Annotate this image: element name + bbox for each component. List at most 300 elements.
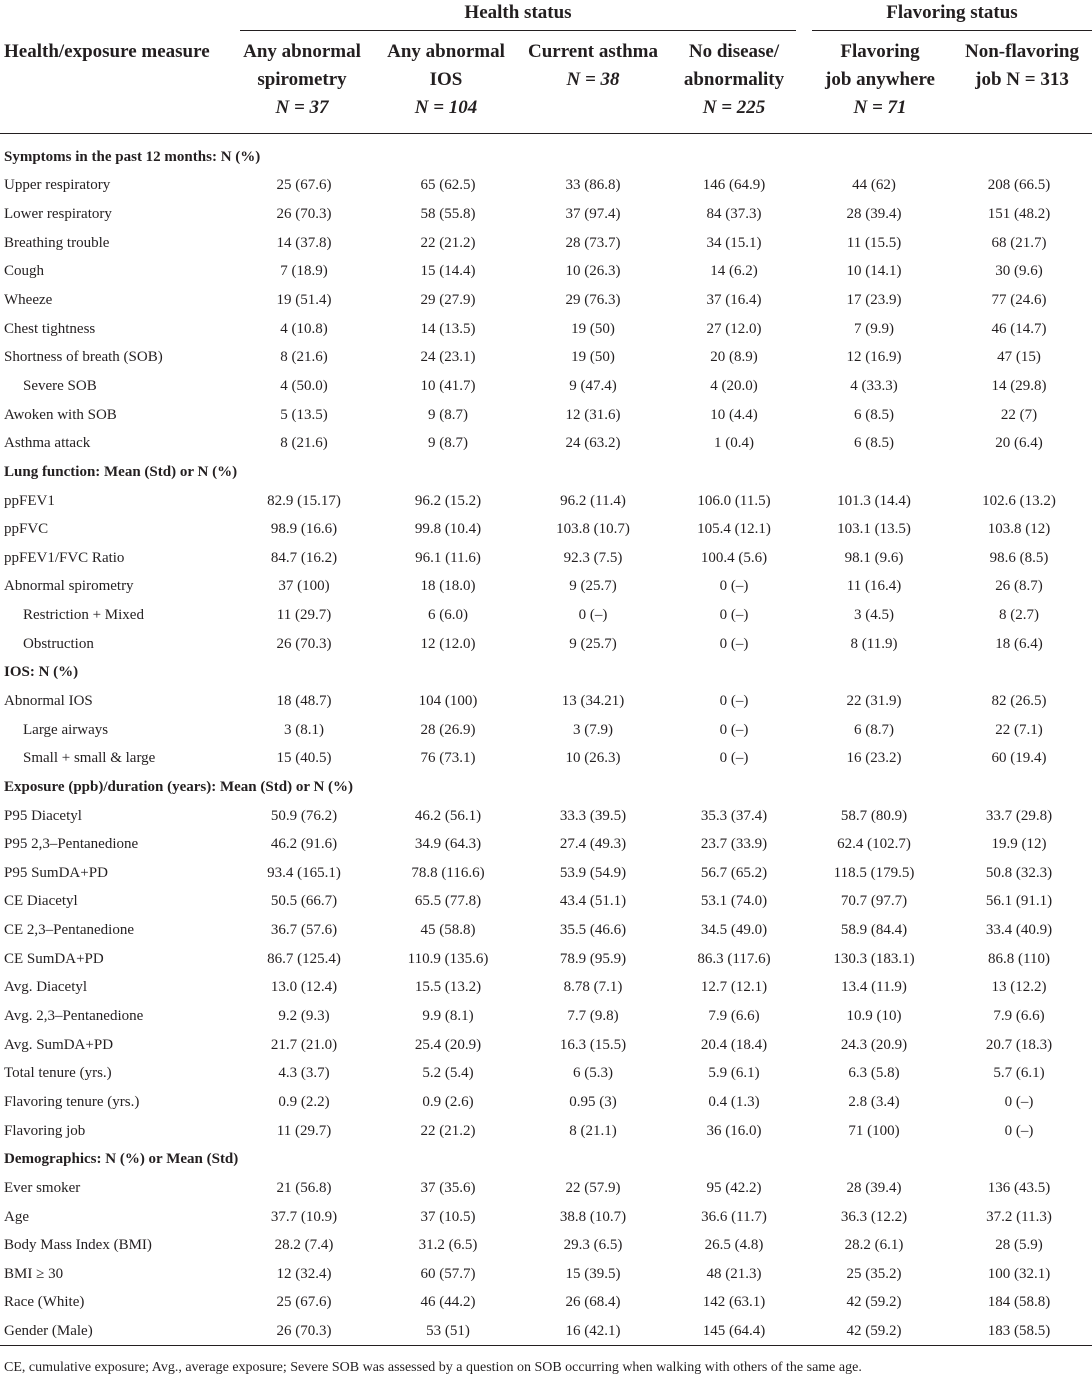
table-cell: 23.7 (33.9) [700,836,768,853]
table-row [0,1174,1092,1203]
table-cell: 77 (24.6) [991,292,1047,309]
table-cell: 7 (18.9) [280,263,328,280]
table-cell: 42 (59.2) [846,1294,902,1311]
table-cell: 86.7 (125.4) [267,950,341,967]
table-cell: 45 (58.8) [420,922,476,939]
table-cell: 25 (67.6) [276,177,332,194]
table-cell: 184 (58.8) [987,1294,1051,1311]
table-cell: 84 (37.3) [706,206,762,223]
table-cell: 42 (59.2) [846,1323,902,1340]
table-cell: 35.3 (37.4) [700,807,768,824]
table-cell: 6 (8.5) [854,435,894,452]
table-cell: 31.2 (6.5) [418,1237,478,1254]
row-label: Upper respiratory [4,177,111,194]
table-row [0,315,1092,344]
table-cell: 19 (51.4) [276,292,332,309]
table-row [0,200,1092,229]
table-cell: 3 (4.5) [854,607,894,624]
table-cell: 37.7 (10.9) [270,1208,338,1225]
row-label: Restriction + Mixed [23,607,144,624]
column-header-line: Current asthma [527,41,658,62]
table-row [0,286,1092,315]
table-cell: 103.8 (10.7) [556,521,630,538]
table-row [0,916,1092,945]
row-label: ppFEV1/FVC Ratio [4,549,125,566]
table-row [0,1060,1092,1089]
table-cell: 76 (73.1) [420,750,476,767]
table-cell: 12 (32.4) [276,1265,332,1282]
table-cell: 65.5 (77.8) [414,893,482,910]
table-cell: 0 (–) [719,607,749,624]
table-cell: 0 (–) [719,721,749,738]
column-header-line: N = 104 [414,97,478,118]
table-row [0,429,1092,458]
table-cell: 0 (–) [719,635,749,652]
table-cell: 4.3 (3.7) [278,1065,330,1082]
table-cell: 12 (12.0) [420,635,476,652]
row-label: P95 Diacetyl [4,807,82,824]
table-cell: 100.4 (5.6) [700,549,768,566]
table-cell: 8.78 (7.1) [563,979,623,996]
footer-rule [0,1345,1092,1346]
table-cell: 183 (58.5) [987,1323,1051,1340]
table-cell: 13.4 (11.9) [841,979,907,996]
section-label: IOS: N (%) [4,664,79,681]
table-cell: 10 (14.1) [846,263,902,280]
table-cell: 29.3 (6.5) [563,1237,623,1254]
table-cell: 0.4 (1.3) [708,1093,760,1110]
table-cell: 20.4 (18.4) [700,1036,768,1053]
row-label: P95 2,3–Pentanedione [4,836,139,853]
column-header-line: N = 71 [853,97,907,118]
table-cell: 14 (37.8) [276,234,332,251]
table-cell: 25 (35.2) [846,1265,902,1282]
group-header-flavoring: Flavoring status [886,2,1018,23]
table-cell: 37 (97.4) [565,206,621,223]
table-cell: 34.9 (64.3) [414,836,482,853]
table-cell: 99.8 (10.4) [414,521,482,538]
table-cell: 6 (8.7) [854,721,894,738]
table-cell: 84.7 (16.2) [270,549,338,566]
table-cell: 26 (70.3) [276,206,332,223]
table-cell: 9 (8.7) [428,406,468,423]
column-header-line: No disease/ [688,41,780,62]
table-cell: 15 (14.4) [420,263,476,280]
table-cell: 18 (48.7) [276,692,332,709]
table-cell: 0 (–) [1004,1093,1034,1110]
table-row [0,401,1092,430]
table-cell: 4 (10.8) [280,320,328,337]
row-label: Flavoring job [4,1122,86,1139]
table-cell: 9 (47.4) [569,377,617,394]
table-row [0,372,1092,401]
table-cell: 24 (63.2) [565,435,621,452]
table-cell: 25 (67.6) [276,1294,332,1311]
table-cell: 7.9 (6.6) [993,1008,1045,1025]
table-cell: 13.0 (12.4) [270,979,338,996]
section-header-row [0,458,1092,487]
table-row [0,1317,1092,1346]
table-cell: 53.9 (54.9) [559,864,627,881]
table-cell: 103.8 (12) [987,521,1051,538]
table-cell: 22 (7) [1000,406,1038,423]
row-label: Total tenure (yrs.) [4,1065,112,1082]
table-cell: 4 (33.3) [850,377,898,394]
table-cell: 26 (68.4) [565,1294,621,1311]
table-cell: 19.9 (12) [991,836,1047,853]
data-table [0,143,1092,1346]
table-cell: 11 (15.5) [846,234,902,251]
table-cell: 15.5 (13.2) [414,979,482,996]
table-cell: 98.1 (9.6) [844,549,904,566]
table-cell: 6 (6.0) [428,607,468,624]
row-label: Large airways [23,721,109,738]
table-row [0,687,1092,716]
table-cell: 46 (14.7) [991,320,1047,337]
table-cell: 6 (5.3) [573,1065,613,1082]
table-cell: 86.8 (110) [988,950,1050,967]
table-cell: 28.2 (6.1) [844,1237,904,1254]
table-cell: 18 (6.4) [995,635,1043,652]
row-label: CE 2,3–Pentanedione [4,922,134,939]
column-header-non-flavoring-job [952,38,1092,94]
table-cell: 102.6 (13.2) [982,492,1056,509]
table-cell: 101.3 (14.4) [837,492,911,509]
table-row [0,1231,1092,1260]
table-cell: 58 (55.8) [420,206,476,223]
table-cell: 0 (–) [719,692,749,709]
table-row [0,1002,1092,1031]
table-cell: 7 (9.9) [854,320,894,337]
table-row [0,487,1092,516]
table-cell: 71 (100) [848,1122,900,1139]
column-header-abnormal-spirometry [232,38,372,122]
table-cell: 18 (18.0) [420,578,476,595]
table-cell: 100 (32.1) [987,1265,1051,1282]
table-cell: 10 (41.7) [420,377,476,394]
table-row [0,544,1092,573]
table-cell: 27.4 (49.3) [559,836,627,853]
row-label: ppFEV1 [4,492,55,509]
table-cell: 14 (29.8) [991,377,1047,394]
table-cell: 33.7 (29.8) [985,807,1053,824]
table-cell: 29 (27.9) [420,292,476,309]
table-cell: 95 (42.2) [706,1179,762,1196]
table-cell: 37 (100) [278,578,330,595]
table-cell: 103.1 (13.5) [837,521,911,538]
column-header-line: N = 37 [275,97,329,118]
table-row [0,1260,1092,1289]
row-label: P95 SumDA+PD [4,864,108,881]
row-label: Awoken with SOB [4,406,117,423]
table-cell: 8 (11.9) [850,635,898,652]
table-row [0,830,1092,859]
table-row [0,945,1092,974]
table-cell: 13 (12.2) [991,979,1047,996]
table-cell: 96.2 (11.4) [560,492,626,509]
row-label: Asthma attack [4,435,91,452]
table-cell: 12 (31.6) [565,406,621,423]
row-label: Abnormal IOS [4,692,93,709]
row-label: Breathing trouble [4,234,110,251]
table-cell: 33 (86.8) [565,177,621,194]
table-row [0,802,1092,831]
table-cell: 70.7 (97.7) [840,893,908,910]
table-cell: 10 (26.3) [565,263,621,280]
table-cell: 58.9 (84.4) [840,922,908,939]
table-cell: 43.4 (51.1) [559,893,627,910]
table-cell: 146 (64.9) [702,177,766,194]
table-cell: 27 (12.0) [706,320,762,337]
column-header-line: Flavoring [840,41,920,62]
table-cell: 28 (39.4) [846,1179,902,1196]
table-cell: 33.3 (39.5) [559,807,627,824]
table-cell: 22 (7.1) [995,721,1043,738]
table-cell: 78.9 (95.9) [559,950,627,967]
table-row [0,974,1092,1003]
table-cell: 104 (100) [418,692,478,709]
table-row [0,888,1092,917]
table-cell: 0 (–) [578,607,608,624]
table-cell: 62.4 (102.7) [837,836,911,853]
row-label: Flavoring tenure (yrs.) [4,1093,140,1110]
table-cell: 10.9 (10) [846,1008,902,1025]
table-cell: 58.7 (80.9) [840,807,908,824]
table-cell: 50.9 (76.2) [270,807,338,824]
table-cell: 16.3 (15.5) [559,1036,627,1053]
row-label: Avg. 2,3–Pentanedione [4,1008,144,1025]
table-cell: 15 (40.5) [276,750,332,767]
table-cell: 9 (8.7) [428,435,468,452]
row-label: CE Diacetyl [4,893,78,910]
table-cell: 28 (73.7) [565,234,621,251]
section-label: Demographics: N (%) or Mean (Std) [4,1151,239,1168]
section-header-row [0,1145,1092,1174]
row-label: Ever smoker [4,1179,81,1196]
table-row [0,229,1092,258]
table-cell: 50.5 (66.7) [270,893,338,910]
column-header-line: job anywhere [825,69,935,90]
row-label: Obstruction [23,635,94,652]
table-cell: 65 (62.5) [420,177,476,194]
row-label: BMI ≥ 30 [4,1265,64,1282]
table-cell: 46.2 (56.1) [414,807,482,824]
row-label: Cough [4,263,45,280]
table-row [0,1203,1092,1232]
row-label: Race (White) [4,1294,85,1311]
table-cell: 11 (29.7) [276,607,332,624]
table-cell: 9 (25.7) [569,635,617,652]
section-label: Symptoms in the past 12 months: N (%) [4,148,261,165]
table-cell: 11 (16.4) [846,578,902,595]
table-cell: 26 (70.3) [276,1323,332,1340]
column-header-abnormal-ios [376,38,516,122]
table-cell: 9.2 (9.3) [278,1008,330,1025]
row-label: Avg. Diacetyl [4,979,88,996]
table-cell: 106.0 (11.5) [697,492,771,509]
table-cell: 68 (21.7) [991,234,1047,251]
table-footnote: CE, cumulative exposure; Avg., average exposure; Severe SOB was assessed by a question on SOB occurring when walking with others of the same age. [4,1360,862,1375]
table-cell: 118.5 (179.5) [833,864,915,881]
row-label: Body Mass Index (BMI) [4,1237,152,1254]
table-cell: 21.7 (21.0) [270,1036,338,1053]
table-cell: 10 (26.3) [565,750,621,767]
table-cell: 60 (57.7) [420,1265,476,1282]
table-cell: 8 (21.1) [569,1122,617,1139]
column-header-line: spirometry [257,69,347,90]
table-row [0,1117,1092,1146]
table-row [0,859,1092,888]
row-label: Severe SOB [23,377,97,394]
table-cell: 20 (6.4) [995,435,1043,452]
table-cell: 142 (63.1) [702,1294,766,1311]
table-cell: 12 (16.9) [846,349,902,366]
table-cell: 29 (76.3) [565,292,621,309]
table-cell: 20.7 (18.3) [985,1036,1053,1053]
table-cell: 151 (48.2) [987,206,1051,223]
table-cell: 16 (23.2) [846,750,902,767]
column-header-line: abnormality [683,69,785,90]
table-cell: 130.3 (183.1) [833,950,915,967]
table-cell: 105.4 (12.1) [697,521,771,538]
table-cell: 15 (39.5) [565,1265,621,1282]
table-cell: 8 (21.6) [280,349,328,366]
table-cell: 93.4 (165.1) [267,864,341,881]
column-header-line: Any abnormal [387,41,505,62]
table-cell: 4 (50.0) [280,377,328,394]
table-cell: 36.6 (11.7) [701,1208,767,1225]
table-cell: 78.8 (116.6) [411,864,485,881]
section-label: Exposure (ppb)/duration (years): Mean (Std) or N (%) [4,778,354,795]
table-cell: 22 (31.9) [846,692,902,709]
table-cell: 16 (42.1) [565,1323,621,1340]
column-header-no-disease [666,38,802,122]
column-header-line: Non-flavoring [965,41,1079,62]
table-row [0,744,1092,773]
header-rule [0,133,1092,134]
column-header-current-asthma [520,38,666,94]
column-header-line: job N = 313 [975,69,1069,90]
table-cell: 26.5 (4.8) [704,1237,764,1254]
table-cell: 13 (34.21) [561,692,625,709]
row-label: Shortness of breath (SOB) [4,349,163,366]
row-label: Age [4,1208,29,1225]
table-cell: 2.8 (3.4) [848,1093,900,1110]
table-cell: 0.9 (2.2) [278,1093,330,1110]
column-header-line: N = 225 [702,97,766,118]
row-label: CE SumDA+PD [4,950,104,967]
table-cell: 46.2 (91.6) [270,836,338,853]
table-cell: 0 (–) [719,578,749,595]
table-cell: 7.9 (6.6) [708,1008,760,1025]
table-cell: 24.3 (20.9) [840,1036,908,1053]
row-label: Abnormal spirometry [4,578,134,595]
table-cell: 8 (2.7) [999,607,1039,624]
table-cell: 5.2 (5.4) [422,1065,474,1082]
table-cell: 37 (10.5) [420,1208,476,1225]
table-row [0,716,1092,745]
table-cell: 1 (0.4) [714,435,754,452]
table-cell: 26 (70.3) [276,635,332,652]
table-cell: 5.7 (6.1) [993,1065,1045,1082]
table-cell: 14 (6.2) [710,263,758,280]
table-cell: 26 (8.7) [995,578,1043,595]
table-cell: 34 (15.1) [706,234,762,251]
table-cell: 96.1 (11.6) [415,549,481,566]
table-cell: 20 (8.9) [710,349,758,366]
table-cell: 34.5 (49.0) [700,922,768,939]
table-row [0,343,1092,372]
table-row [0,258,1092,287]
table-cell: 56.1 (91.1) [985,893,1053,910]
table-cell: 60 (19.4) [991,750,1047,767]
table-cell: 28 (39.4) [846,206,902,223]
table-cell: 19 (50) [571,349,615,366]
column-header-line: N = 38 [566,69,620,90]
row-label: Gender (Male) [4,1323,93,1340]
table-cell: 0 (–) [719,750,749,767]
table-cell: 24 (23.1) [420,349,476,366]
table-cell: 92.3 (7.5) [563,549,623,566]
table-cell: 37.2 (11.3) [986,1208,1052,1225]
table-cell: 22 (21.2) [420,1122,476,1139]
table-cell: 44 (62) [852,177,896,194]
table-cell: 56.7 (65.2) [700,864,768,881]
table-cell: 53 (51) [426,1323,470,1340]
table-cell: 22 (57.9) [565,1179,621,1196]
table-cell: 86.3 (117.6) [697,950,771,967]
table-cell: 6 (8.5) [854,406,894,423]
table-cell: 53.1 (74.0) [700,893,768,910]
row-label: Lower respiratory [4,206,112,223]
table-cell: 28.2 (7.4) [274,1237,334,1254]
section-header-row [0,659,1092,688]
group-underline-flavoring [812,30,1092,31]
section-label: Lung function: Mean (Std) or N (%) [4,463,238,480]
table-cell: 6.3 (5.8) [848,1065,900,1082]
table-cell: 35.5 (46.6) [559,922,627,939]
table-cell: 25.4 (20.9) [414,1036,482,1053]
group-underline-health [240,30,796,31]
row-label: Avg. SumDA+PD [4,1036,114,1053]
table-cell: 37 (16.4) [706,292,762,309]
table-cell: 50.8 (32.3) [985,864,1053,881]
table-cell: 96.2 (15.2) [414,492,482,509]
table-cell: 48 (21.3) [706,1265,762,1282]
column-header-line: IOS [429,69,463,90]
table-cell: 22 (21.2) [420,234,476,251]
table-row [0,1031,1092,1060]
table-cell: 19 (50) [571,320,615,337]
table-cell: 38.8 (10.7) [559,1208,627,1225]
table-cell: 0.9 (2.6) [422,1093,474,1110]
table-cell: 0 (–) [1004,1122,1034,1139]
row-label: ppFVC [4,521,49,538]
table-cell: 98.9 (16.6) [270,521,338,538]
table-cell: 98.6 (8.5) [989,549,1049,566]
table-cell: 33.4 (40.9) [985,922,1053,939]
table-cell: 37 (35.6) [420,1179,476,1196]
row-label: Wheeze [4,292,53,309]
column-header-line: Any abnormal [243,41,361,62]
table-cell: 9 (25.7) [569,578,617,595]
table-cell: 21 (56.8) [276,1179,332,1196]
table-cell: 14 (13.5) [420,320,476,337]
table-cell: 82 (26.5) [991,692,1047,709]
table-cell: 12.7 (12.1) [700,979,768,996]
table-cell: 145 (64.4) [702,1323,766,1340]
table-cell: 8 (21.6) [280,435,328,452]
